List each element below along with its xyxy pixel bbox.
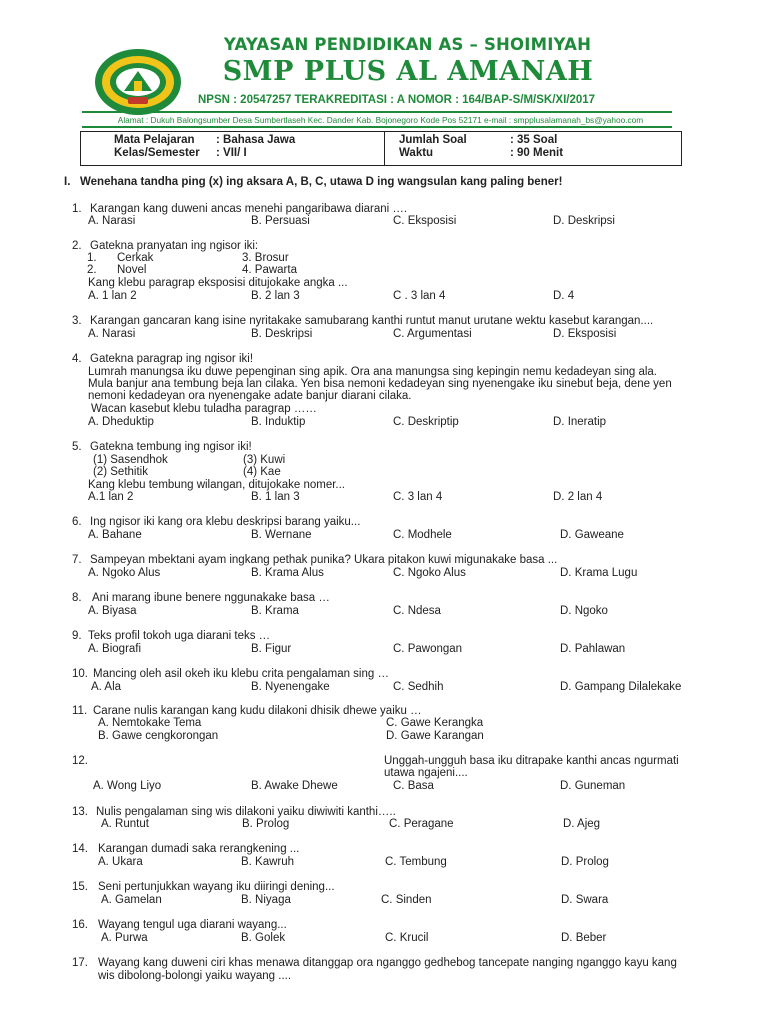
- question-count-value: : 35 Soal: [510, 134, 558, 146]
- header-divider-top: [82, 111, 672, 113]
- answer-option[interactable]: C. Modhele: [393, 529, 452, 541]
- answer-option[interactable]: A. Runtut: [101, 818, 149, 830]
- answer-option[interactable]: B. 1 lan 3: [251, 491, 300, 503]
- answer-option[interactable]: D. Ineratip: [553, 416, 607, 428]
- time-label: Waktu: [399, 147, 434, 159]
- answer-option[interactable]: A. Gamelan: [101, 894, 162, 906]
- answer-option[interactable]: B. Prolog: [242, 818, 290, 830]
- answer-option[interactable]: B. Kawruh: [241, 856, 295, 868]
- passage-line: Mula banjur ana tembung beja lan cilaka. Yen bisa nemoni kedadeyan sing nyenengake iku sinebut beja, dene yen: [88, 378, 672, 390]
- answer-option[interactable]: A. Bahane: [88, 529, 142, 541]
- question-stem: Teks profil tokoh uga diarani teks …: [88, 630, 271, 642]
- answer-option[interactable]: B. Niyaga: [241, 894, 291, 906]
- question-number: 3.: [72, 315, 82, 327]
- answer-option[interactable]: C. Deskriptip: [393, 416, 459, 428]
- header-divider-bottom: [82, 126, 672, 128]
- question-number: 9.: [72, 630, 82, 642]
- answer-option[interactable]: C. Ndesa: [393, 605, 441, 617]
- answer-option[interactable]: D. Gaweane: [560, 529, 624, 541]
- question-number: 11.: [72, 705, 88, 717]
- question-stem: Gatekna pranyatan ing ngisor iki:: [90, 240, 259, 252]
- question-stem: Ing ngisor iki kang ora klebu deskripsi barang yaiku...: [90, 516, 361, 528]
- list-item: Cerkak: [117, 252, 154, 264]
- question-stem: Nulis pengalaman sing wis dilakoni yaiku diwiwiti kanthi…..: [96, 806, 396, 818]
- list-item: Novel: [117, 264, 147, 276]
- question-stem: utawa ngajeni....: [384, 767, 468, 779]
- passage-line: nemoni kedadeyan ora nyenengake adate banjur diarani cilaka.: [88, 390, 412, 402]
- answer-option[interactable]: C. Eksposisi: [393, 215, 457, 227]
- question-number: 7.: [72, 554, 82, 566]
- answer-option[interactable]: B. Krama: [251, 605, 299, 617]
- answer-option[interactable]: A. Nemtokake Tema: [98, 717, 202, 729]
- school-logo: [94, 47, 182, 117]
- answer-option[interactable]: A.1 lan 2: [88, 491, 134, 503]
- answer-option[interactable]: C. Tembung: [385, 856, 447, 868]
- answer-option[interactable]: C. Argumentasi: [393, 328, 472, 340]
- answer-option[interactable]: D. Beber: [561, 932, 607, 944]
- question-number: 10.: [72, 668, 88, 680]
- answer-option[interactable]: B. Krama Alus: [251, 567, 324, 579]
- question-stem: Karangan dumadi saka rerangkening ...: [98, 843, 300, 855]
- answer-option[interactable]: C. Peragane: [389, 818, 454, 830]
- answer-option[interactable]: A. Purwa: [101, 932, 148, 944]
- answer-option[interactable]: B. Figur: [251, 643, 292, 655]
- foundation-name: YAYASAN PENDIDIKAN AS – SHOIMIYAH: [223, 35, 592, 54]
- answer-option[interactable]: A. Wong Liyo: [93, 780, 162, 792]
- answer-option[interactable]: A. 1 lan 2: [88, 290, 137, 302]
- question-stem: Sampeyan mbektani ayam ingkang pethak punika? Ukara pitakon kuwi migunakake basa ...: [90, 554, 558, 566]
- answer-option[interactable]: A. Ukara: [98, 856, 143, 868]
- question-stem: Gatekna paragrap ing ngisor iki!: [90, 353, 254, 365]
- list-item: (2) Sethitik: [93, 466, 148, 478]
- time-value: : 90 Menit: [510, 147, 564, 159]
- question-number: 12.: [72, 755, 88, 767]
- list-item: 1.: [87, 252, 97, 264]
- answer-option[interactable]: C. Gawe Kerangka: [386, 717, 484, 729]
- school-name: SMP PLUS AL AMANAH: [222, 56, 594, 87]
- accreditation-line: NPSN : 20547257 TERAKREDITASI : A NOMOR : 164/BAP-S/M/SK/XI/2017: [198, 94, 596, 106]
- question-prompt: Wacan kasebut klebu tuladha paragrap ……: [91, 403, 317, 415]
- question-stem: Mancing oleh asil okeh iku klebu crita pengalaman sing …: [93, 668, 389, 680]
- answer-option[interactable]: A. Biografi: [88, 643, 142, 655]
- answer-option[interactable]: D. Swara: [561, 894, 609, 906]
- question-stem: Ani marang ibune benere nggunakake basa …: [92, 592, 330, 604]
- answer-option[interactable]: A. Ngoko Alus: [88, 567, 161, 579]
- list-item: (3) Kuwi: [243, 454, 286, 466]
- answer-option[interactable]: C. Sinden: [381, 894, 432, 906]
- answer-option[interactable]: B. Deskripsi: [251, 328, 313, 340]
- question-number: 4.: [72, 353, 82, 365]
- list-item: 3. Brosur: [242, 252, 289, 264]
- answer-option[interactable]: D. Guneman: [560, 780, 626, 792]
- answer-option[interactable]: D. 4: [553, 290, 575, 302]
- answer-option[interactable]: D. Gampang Dilalekake: [560, 681, 682, 693]
- question-number: 17.: [72, 957, 88, 969]
- answer-option[interactable]: D. 2 lan 4: [553, 491, 603, 503]
- answer-option[interactable]: B. Induktip: [251, 416, 306, 428]
- answer-option[interactable]: D. Pahlawan: [560, 643, 626, 655]
- answer-option[interactable]: D. Krama Lugu: [560, 567, 638, 579]
- answer-option[interactable]: D. Eksposisi: [553, 328, 617, 340]
- list-item: 2.: [87, 264, 97, 276]
- question-number: 5.: [72, 441, 82, 453]
- question-stem: Gatekna tembung ing ngisor iki!: [90, 441, 252, 453]
- info-divider: [384, 132, 385, 165]
- question-number: 1.: [72, 203, 82, 215]
- answer-option[interactable]: C. Krucil: [385, 932, 429, 944]
- answer-option[interactable]: A. Dheduktip: [88, 416, 154, 428]
- question-number: 14.: [72, 843, 88, 855]
- answer-option[interactable]: B. 2 lan 3: [251, 290, 300, 302]
- question-stem: Wayang kang duweni ciri khas menawa ditanggap ora nganggo gedhebog tancepate nanging nganggo kayu kang: [98, 957, 677, 969]
- answer-option[interactable]: D. Ajeg: [563, 818, 601, 830]
- list-item: 4. Pawarta: [242, 264, 297, 276]
- list-item: (1) Sasendhok: [93, 454, 168, 466]
- list-item: (4) Kae: [243, 466, 281, 478]
- answer-option[interactable]: C . 3 lan 4: [393, 290, 446, 302]
- section-instruction: Wenehana tandha ping (x) ing aksara A, B, C, utawa D ing wangsulan kang paling bener!: [80, 176, 563, 188]
- subject-label: Mata Pelajaran: [114, 134, 195, 146]
- question-stem: Wayang tengul uga diarani wayang...: [98, 919, 287, 931]
- passage-line: Lumrah manungsa iku duwe pepenginan sing apik. Ora ana manungsa sing kepingin nemu kedadeyan sing ala.: [88, 366, 657, 378]
- answer-option[interactable]: B. Persuasi: [251, 215, 310, 227]
- answer-option[interactable]: D. Gawe Karangan: [386, 730, 484, 742]
- answer-option[interactable]: B. Golek: [241, 932, 286, 944]
- question-stem: Unggah-ungguh basa iku ditrapake kanthi ancas ngurmati: [384, 755, 679, 767]
- answer-option[interactable]: A. Narasi: [88, 328, 136, 340]
- question-stem: Karangan kang duweni ancas menehi pangaribawa diarani ….: [90, 203, 408, 215]
- subject-value: : Bahasa Jawa: [216, 134, 296, 146]
- question-stem: wis dibolong-bolongi yaiku wayang ....: [98, 970, 292, 982]
- question-stem: Carane nulis karangan kang kudu dilakoni dhisik dhewe yaiku …: [93, 705, 422, 717]
- exam-info-box: [80, 131, 682, 166]
- question-number: 13.: [72, 806, 88, 818]
- answer-option[interactable]: D. Deskripsi: [553, 215, 615, 227]
- answer-option[interactable]: A. Narasi: [88, 215, 136, 227]
- answer-option[interactable]: A. Biyasa: [88, 605, 137, 617]
- class-value: : VII/ I: [216, 147, 247, 159]
- answer-option[interactable]: C. Pawongan: [393, 643, 463, 655]
- answer-option[interactable]: B. Wernane: [251, 529, 312, 541]
- question-prompt: Kang klebu paragrap eksposisi ditujokake angka ...: [88, 277, 348, 289]
- section-number: I.: [64, 176, 71, 188]
- question-stem: Karangan gancaran kang isine nyritakake samubarang kanthi runtut manut urutane wektu kasebut karangan....: [90, 315, 654, 327]
- answer-option[interactable]: D. Ngoko: [560, 605, 608, 617]
- answer-option[interactable]: C. Ngoko Alus: [393, 567, 466, 579]
- answer-option[interactable]: B. Nyenengake: [251, 681, 330, 693]
- question-count-label: Jumlah Soal: [399, 134, 467, 146]
- question-stem: Seni pertunjukkan wayang iku diiringi dening...: [98, 881, 335, 893]
- answer-option[interactable]: B. Gawe cengkorongan: [98, 730, 219, 742]
- question-number: 2.: [72, 240, 82, 252]
- question-number: 6.: [72, 516, 82, 528]
- question-prompt: Kang klebu tembung wilangan, ditujokake nomer...: [88, 479, 345, 491]
- answer-option[interactable]: C. Basa: [393, 780, 434, 792]
- question-number: 15.: [72, 881, 88, 893]
- answer-option[interactable]: C. Sedhih: [393, 681, 444, 693]
- class-label: Kelas/Semester: [114, 147, 200, 159]
- question-number: 16.: [72, 919, 88, 931]
- answer-option[interactable]: B. Awake Dhewe: [251, 780, 338, 792]
- answer-option[interactable]: C. 3 lan 4: [393, 491, 443, 503]
- question-number: 8.: [72, 592, 82, 604]
- answer-option[interactable]: A. Ala: [91, 681, 122, 693]
- school-address: Alamat : Dukuh Balongsumber Desa Sumbertlaseh Kec. Dander Kab. Bojonegoro Kode Pos 52171 e-mail : smpplusalamanah_bs@yahoo.com: [117, 115, 644, 125]
- answer-option[interactable]: D. Prolog: [561, 856, 609, 868]
